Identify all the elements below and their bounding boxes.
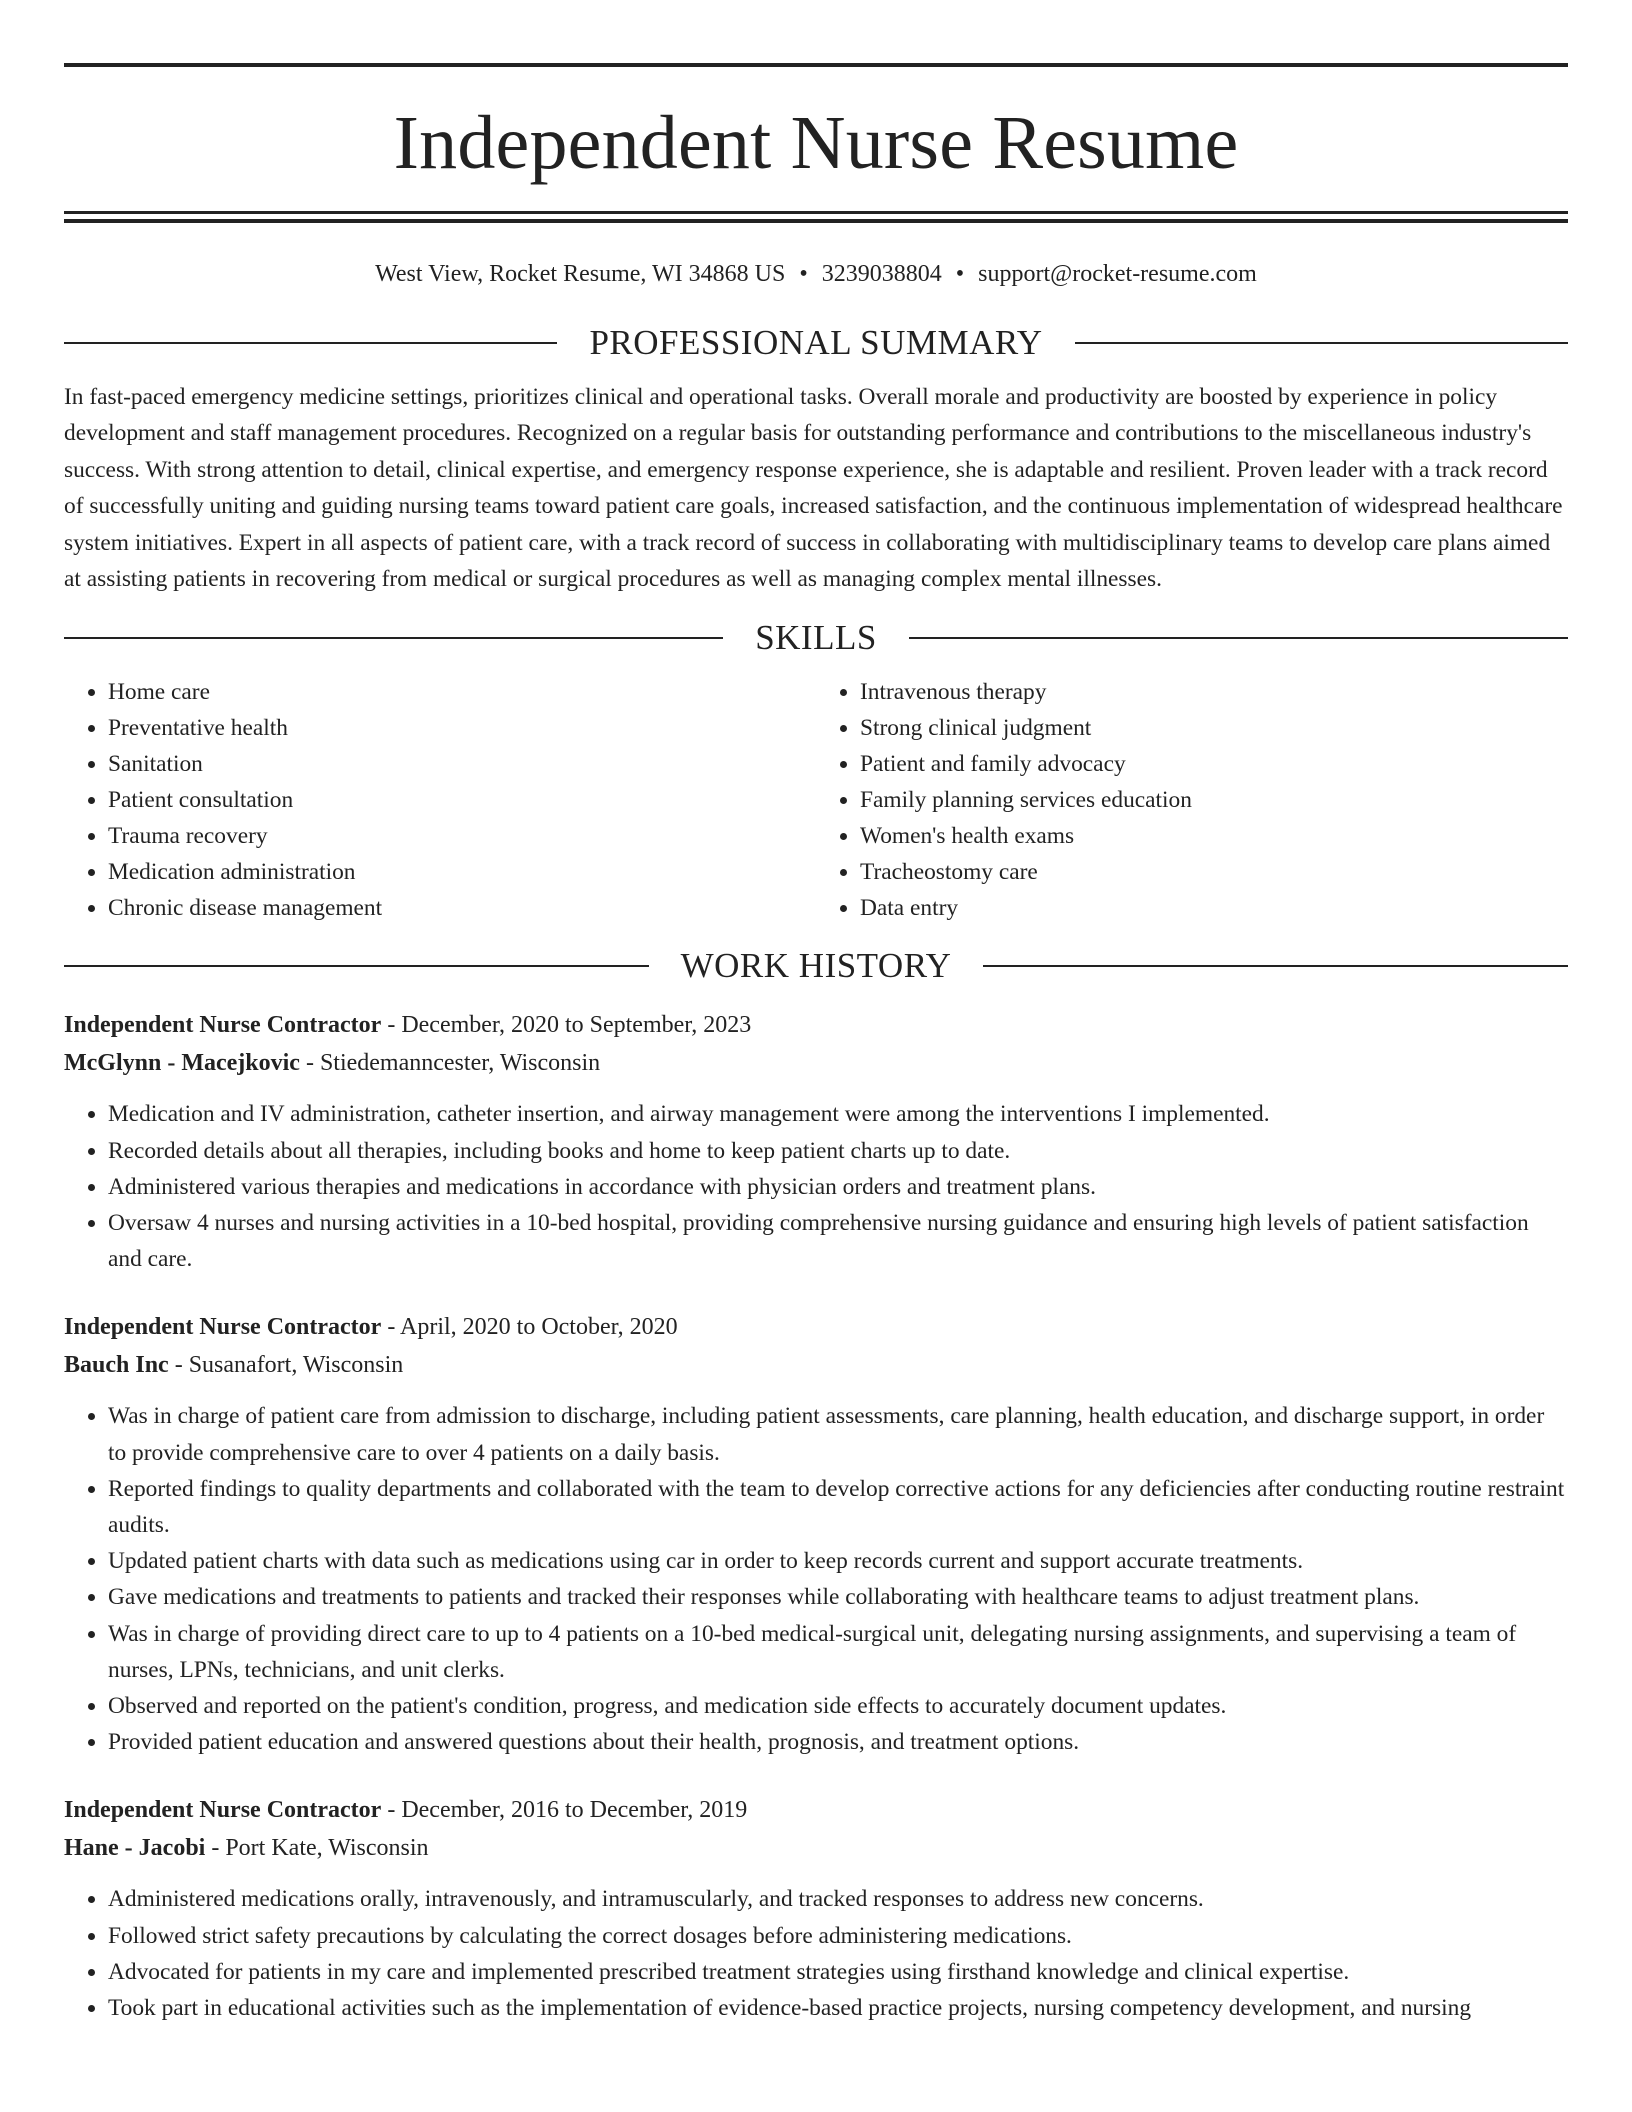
job-entry <box>64 1308 1568 1760</box>
skill-item: • Trauma recovery <box>108 818 816 854</box>
job-employer: Hane - Jacobi <box>64 1835 206 1862</box>
skill-item: • Sanitation <box>108 746 816 782</box>
skill-item: • Patient consultation <box>108 782 816 818</box>
resume-page <box>64 0 1568 2026</box>
heading-rule <box>983 965 1568 967</box>
job-bullet: • Recorded details about all therapies, including books and home to keep patient charts up to date. <box>108 1133 1568 1169</box>
resume-title: Independent Nurse Resume <box>393 101 1239 185</box>
heading-rule <box>1075 342 1568 344</box>
job-location: - Susanafort, Wisconsin <box>168 1352 404 1379</box>
job-entry <box>64 1006 1568 1277</box>
skill-item: • Women's health exams <box>860 818 1568 854</box>
heading-rule <box>64 342 557 344</box>
skill-item: • Strong clinical judgment <box>860 710 1568 746</box>
job-entry <box>64 1791 1568 2026</box>
job-dates: - December, 2020 to September, 2023 <box>381 1012 752 1039</box>
skill-item: • Patient and family advocacy <box>860 746 1568 782</box>
section-title: WORK HISTORY <box>680 946 952 986</box>
heading-rule <box>64 965 649 967</box>
job-title: Independent Nurse Contractor <box>64 1314 382 1341</box>
job-bullet: • Advocated for patients in my care and implemented prescribed treatment strategies using firsthand knowledge and clinical expertise. <box>108 1954 1568 1990</box>
job-location: - Stiedemanncester, Wisconsin <box>299 1050 601 1077</box>
job-bullet: • Was in charge of providing direct care to up to 4 patients on a 10-bed medical-surgical unit, delegating nursing assignments, and supervising a team of nurses, LPNs, technicians, and unit clerks. <box>108 1616 1568 1688</box>
job-title-line <box>64 1006 1568 1044</box>
skill-item: • Family planning services education <box>860 782 1568 818</box>
job-bullet: • Observed and reported on the patient's condition, progress, and medication side effects to accurately document updates. <box>108 1688 1568 1724</box>
section-heading-work-history <box>64 944 1568 988</box>
skill-item: • Chronic disease management <box>108 890 816 926</box>
contact-line <box>64 259 1568 289</box>
job-dates: - April, 2020 to October, 2020 <box>381 1314 678 1341</box>
job-bullet: • Reported findings to quality departments and collaborated with the team to develop corrective actions for any deficiencies after conducting routine restraint audits. <box>108 1471 1568 1543</box>
job-title: Independent Nurse Contractor <box>64 1012 382 1039</box>
section-title: SKILLS <box>755 618 877 658</box>
contact-phone: 3239038804 <box>821 261 942 287</box>
skill-item: • Preventative health <box>108 710 816 746</box>
job-bullet: • Oversaw 4 nurses and nursing activities in a 10-bed hospital, providing comprehensive nursing guidance and ensuring high levels of patient satisfaction and care. <box>108 1205 1568 1277</box>
skill-item: • Data entry <box>860 890 1568 926</box>
heading-rule <box>64 637 723 639</box>
skill-item: • Medication administration <box>108 854 816 890</box>
job-bullets <box>64 1398 1568 1760</box>
job-bullet: • Took part in educational activities such as the implementation of evidence-based practice projects, nursing competency development, and nursing <box>108 1990 1568 2026</box>
skills-column-right <box>816 674 1568 926</box>
heading-rule <box>909 637 1568 639</box>
job-employer: McGlynn - Macejkovic <box>64 1050 300 1077</box>
job-bullet: • Was in charge of patient care from admission to discharge, including patient assessments, care planning, health education, and discharge support, in order to provide comprehensive care to over 4 patients on a daily basis. <box>108 1398 1568 1470</box>
job-bullet: • Gave medications and treatments to patients and tracked their responses while collaborating with healthcare teams to adjust treatment plans. <box>108 1579 1568 1615</box>
top-rule <box>64 63 1568 67</box>
section-heading-skills <box>64 616 1568 660</box>
skill-item: • Intravenous therapy <box>860 674 1568 710</box>
job-location: - Port Kate, Wisconsin <box>205 1835 429 1862</box>
job-bullet: • Followed strict safety precautions by calculating the correct dosages before administering medications. <box>108 1918 1568 1954</box>
job-bullets <box>64 1096 1568 1277</box>
skills-column-left <box>64 674 816 926</box>
skills-list <box>64 674 1568 926</box>
job-bullet: • Provided patient education and answered questions about their health, prognosis, and treatment options. <box>108 1724 1568 1760</box>
job-employer: Bauch Inc <box>64 1352 169 1379</box>
professional-summary: In fast-paced emergency medicine settings, prioritizes clinical and operational tasks. Overall morale and productivity are boosted by experience in policy development and staff management procedures. Recognized on a regular basis for outstanding performance and contributions to the miscellaneous industry's success. With strong attention to detail, clinical expertise, and emergency response experience, she is adaptable and resilient. Proven leader with a track record of successfully uniting and guiding nursing teams toward patient care goals, increased satisfaction, and the continuous implementation of widespread healthcare system initiatives. Expert in all aspects of patient care, with a track record of success in collaborating with multidisciplinary teams to develop care plans aimed at assisting patients in recovering from medical or surgical procedures as well as managing complex mental illnesses. <box>64 384 1563 593</box>
job-bullet: • Administered various therapies and medications in accordance with physician orders and treatment plans. <box>108 1169 1568 1205</box>
contact-email: support@rocket-resume.com <box>978 261 1257 287</box>
job-title-line <box>64 1791 1568 1829</box>
job-bullet: • Medication and IV administration, catheter insertion, and airway management were among the interventions I implemented. <box>108 1096 1568 1132</box>
job-title-line <box>64 1308 1568 1346</box>
title-double-rule <box>64 211 1568 223</box>
job-employer-line <box>64 1829 1568 1867</box>
contact-address: West View, Rocket Resume, WI 34868 US <box>375 261 786 287</box>
job-title: Independent Nurse Contractor <box>64 1797 382 1824</box>
section-heading-summary <box>64 321 1568 365</box>
skill-item: • Home care <box>108 674 816 710</box>
job-bullets <box>64 1881 1568 2026</box>
job-employer-line <box>64 1346 1568 1384</box>
job-bullet: • Administered medications orally, intravenously, and intramuscularly, and tracked responses to address new concerns. <box>108 1881 1568 1917</box>
skill-item: • Tracheostomy care <box>860 854 1568 890</box>
contact-separator: • <box>799 261 808 287</box>
job-bullet: • Updated patient charts with data such as medications using car in order to keep records current and support accurate treatments. <box>108 1543 1568 1579</box>
contact-separator: • <box>955 261 965 287</box>
job-dates: - December, 2016 to December, 2019 <box>381 1797 748 1824</box>
job-employer-line <box>64 1044 1568 1082</box>
section-title: PROFESSIONAL SUMMARY <box>589 323 1043 362</box>
